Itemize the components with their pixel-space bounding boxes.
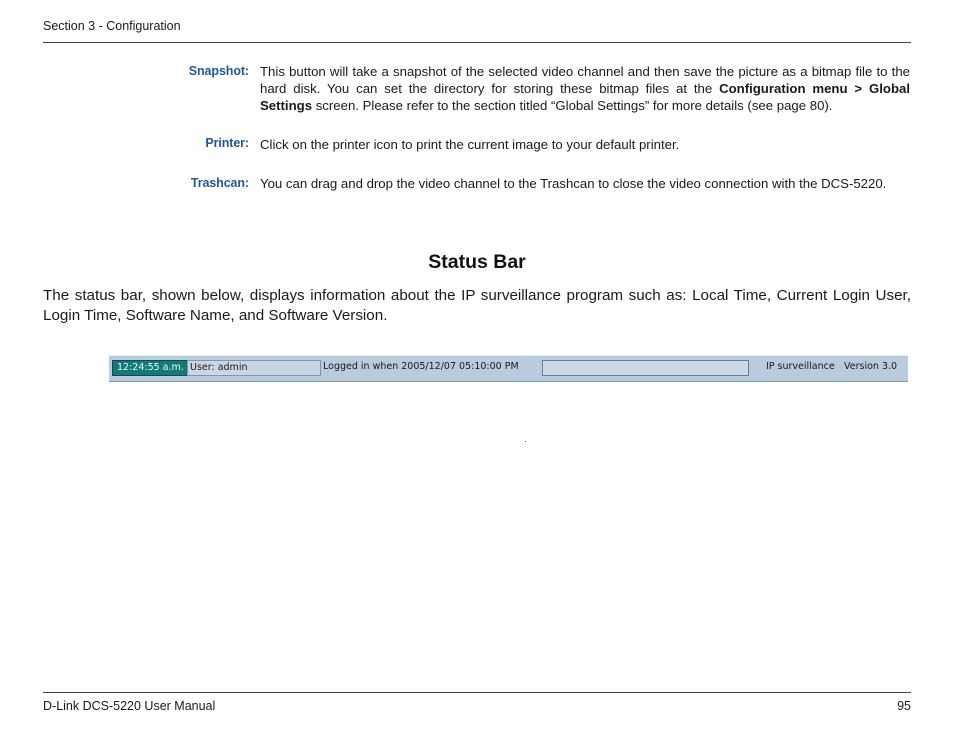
footer-manual-name: D-Link DCS-5220 User Manual — [43, 699, 216, 713]
definition-snapshot-bold: Configuration menu > Global Settings — [260, 81, 911, 113]
definition-snapshot-text-2: screen. Please refer to the section titled “Global Settings” for more details (see page 80). — [312, 98, 833, 113]
footer-divider — [43, 692, 911, 693]
software-name-field: IP surveillance — [766, 361, 835, 372]
definition-trashcan-text: You can drag and drop the video channel to the Trashcan to close the video connection with the DCS-5220. — [260, 176, 887, 191]
term-trashcan: Trashcan: — [190, 176, 249, 190]
definition-trashcan — [260, 175, 910, 192]
definition-snapshot — [260, 63, 910, 114]
software-version-field: Version 3.0 — [844, 361, 898, 372]
page-number: 95 — [897, 699, 911, 713]
section-header: Section 3 - Configuration — [43, 19, 181, 33]
definition-printer — [260, 136, 910, 153]
definition-printer-text: Click on the printer icon to print the current image to your default printer. — [260, 137, 680, 152]
status-progress-bar — [542, 360, 749, 376]
term-printer: Printer: — [205, 136, 249, 150]
current-user-field: User: admin — [187, 360, 321, 376]
header-divider — [43, 42, 911, 43]
local-time-field: 12:24:55 a.m. — [112, 360, 189, 376]
term-snapshot: Snapshot: — [188, 64, 249, 78]
section-title: Status Bar — [428, 251, 526, 273]
stray-dot — [525, 441, 526, 442]
definition-snapshot-text-1: This button will take a snapshot of the selected video channel and then save the picture as a bitmap file to the hard disk. You can set the directory for storing these bitmap files at the — [260, 64, 910, 96]
login-time-field: Logged in when 2005/12/07 05:10:00 PM — [323, 361, 519, 372]
status-bar-image — [109, 355, 908, 382]
intro-paragraph: The status bar, shown below, displays information about the IP surveillance program such as: Local Time, Current Login User, Login Time, Software Name, and Software Version. — [43, 287, 911, 324]
